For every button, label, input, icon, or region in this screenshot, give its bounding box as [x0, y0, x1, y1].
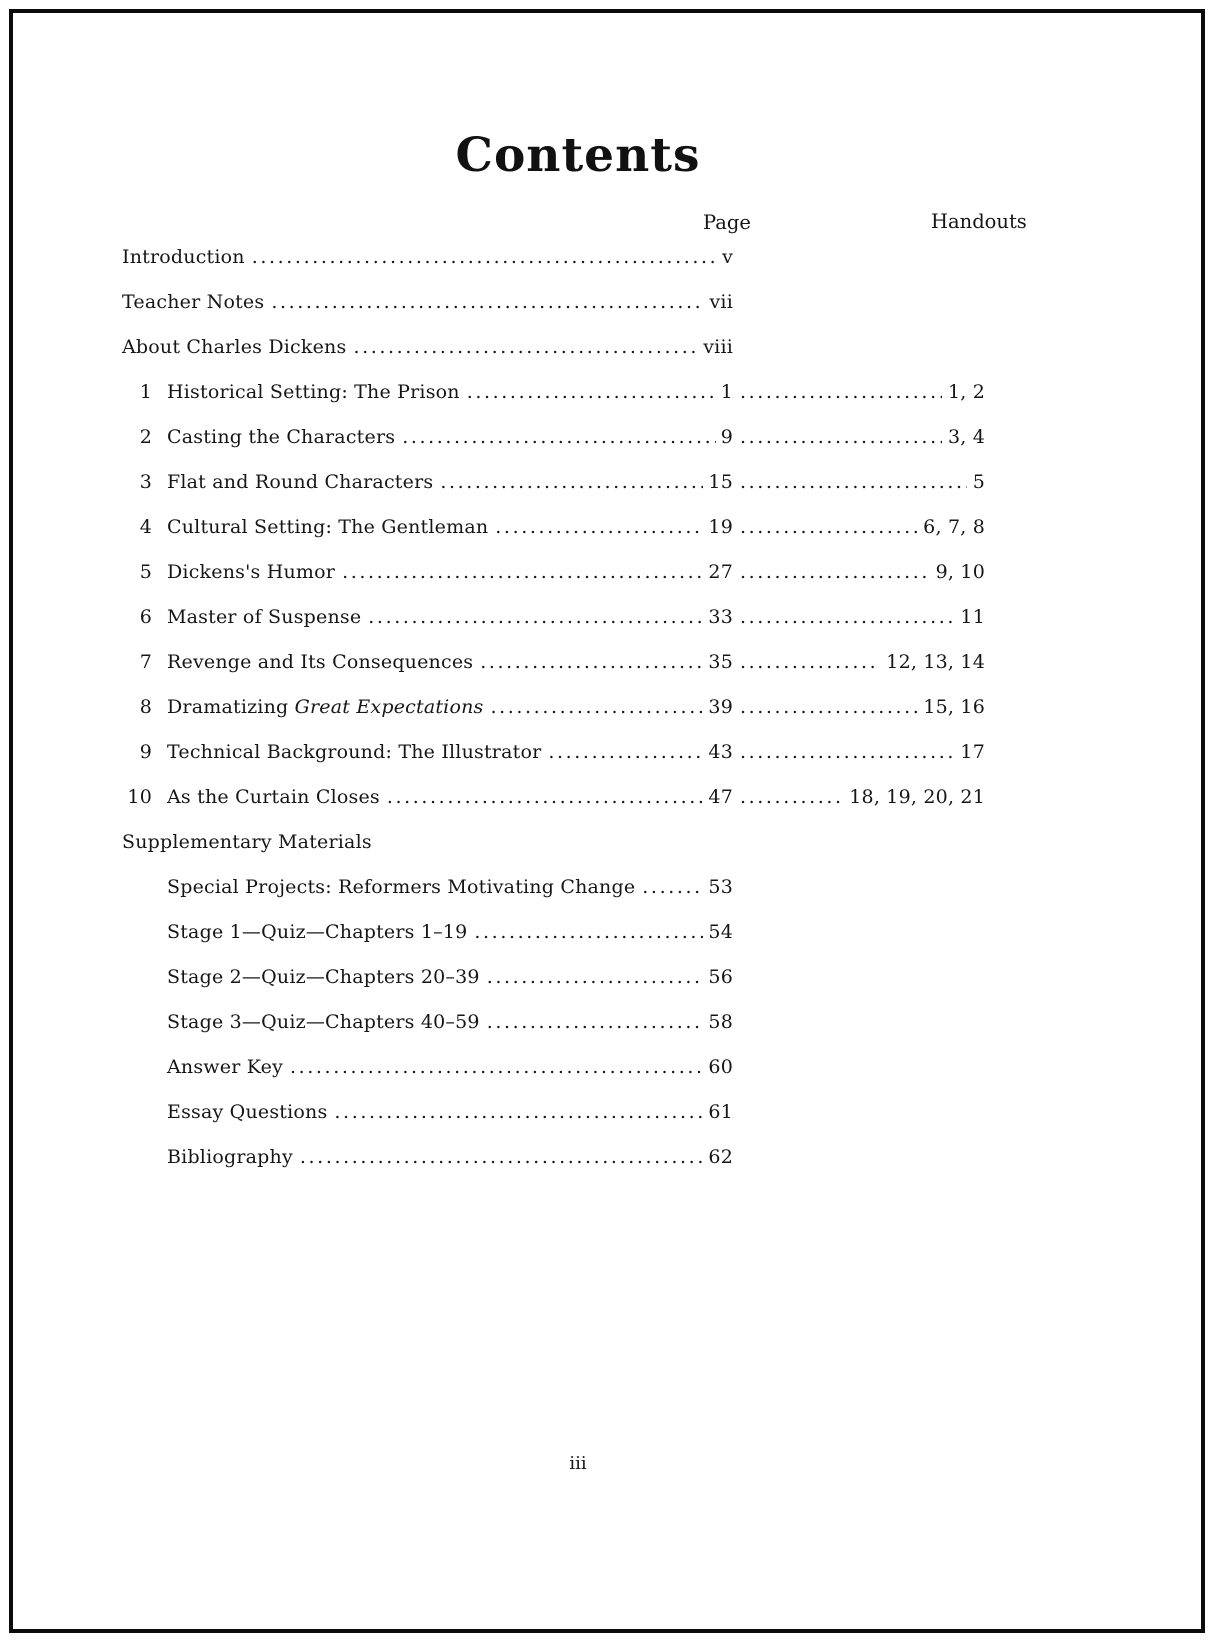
dot-leader: [740, 471, 967, 493]
chapter-number: 10: [127, 786, 152, 808]
toc-row: [122, 651, 985, 696]
chapter-number: 7: [139, 651, 152, 673]
toc-row: [122, 246, 985, 291]
toc-row-handouts: [733, 561, 985, 583]
page-number: 61: [708, 1101, 733, 1123]
toc-row-main: [122, 561, 733, 583]
dot-leader: [387, 786, 704, 808]
entry-title: Bibliography: [167, 1146, 293, 1168]
page-number: v: [722, 246, 733, 268]
chapter-number: 8: [139, 696, 152, 718]
toc-row: [122, 291, 985, 336]
section-heading-row: [122, 831, 985, 876]
toc-row-handouts: [733, 786, 985, 808]
toc-row-main: [122, 381, 733, 403]
toc-row-main: [122, 1011, 733, 1033]
toc-row: [122, 741, 985, 786]
entry-title: Essay Questions: [167, 1101, 328, 1123]
dot-leader: [440, 471, 703, 493]
chapter-number: 1: [139, 381, 152, 403]
toc-row: [122, 471, 985, 516]
dot-leader: [252, 246, 717, 268]
entry-title-italic: Great Expectations: [294, 696, 484, 718]
entry-title: Answer Key: [167, 1056, 283, 1078]
page-title: Contents: [455, 128, 701, 183]
dot-leader: [467, 381, 716, 403]
dot-leader: [487, 1011, 704, 1033]
dot-leader: [548, 741, 703, 763]
toc-row-handouts: [733, 471, 985, 493]
toc-row-main: [122, 1056, 733, 1078]
entry-title-text: Dramatizing: [167, 696, 295, 718]
dot-leader: [740, 561, 930, 583]
dot-leader: [740, 786, 843, 808]
handout-numbers: 15, 16: [923, 696, 985, 718]
dot-leader: [642, 876, 703, 898]
handout-numbers: 3, 4: [947, 426, 985, 448]
entry-title: Revenge and Its Consequences: [167, 651, 474, 673]
entry-title: Flat and Round Characters: [167, 471, 434, 493]
dot-leader: [740, 426, 942, 448]
entry-title: Special Projects: Reformers Motivating Change: [167, 876, 636, 898]
dot-leader: [740, 741, 954, 763]
page-number: 39: [708, 696, 733, 718]
entry-title: Introduction: [122, 246, 245, 268]
entry-title: Stage 2—Quiz—Chapters 20–39: [167, 966, 480, 988]
handout-numbers: 11: [960, 606, 985, 628]
table-of-contents: [122, 246, 985, 1191]
page-number: 60: [708, 1056, 733, 1078]
toc-row: [122, 1146, 985, 1191]
entry-title: Casting the Characters: [167, 426, 396, 448]
handout-numbers: 6, 7, 8: [923, 516, 985, 538]
dot-leader: [740, 381, 942, 403]
toc-row: [122, 426, 985, 471]
toc-row-main: [122, 606, 733, 628]
chapter-number: 9: [139, 741, 152, 763]
dot-leader: [740, 606, 954, 628]
toc-row-main: [122, 336, 733, 358]
folio-page-number: iii: [569, 1453, 587, 1474]
page-number: 9: [720, 426, 733, 448]
toc-row-handouts: [733, 741, 985, 763]
dot-leader: [290, 1056, 703, 1078]
toc-row: [122, 1056, 985, 1101]
page-number: 27: [708, 561, 733, 583]
dot-leader: [402, 426, 716, 448]
dot-leader: [334, 1101, 703, 1123]
toc-row: [122, 381, 985, 426]
chapter-number: 2: [139, 426, 152, 448]
toc-row-main: [122, 246, 733, 268]
page-number: vii: [709, 291, 733, 313]
toc-row-handouts: [733, 651, 985, 673]
entry-title: About Charles Dickens: [122, 336, 347, 358]
dot-leader: [487, 966, 704, 988]
chapter-number: 6: [139, 606, 152, 628]
toc-row-main: [122, 1146, 733, 1168]
toc-row: [122, 336, 985, 381]
toc-row-main: [122, 966, 733, 988]
entry-title: [167, 696, 483, 718]
dot-leader: [495, 516, 703, 538]
entry-title: Stage 1—Quiz—Chapters 1–19: [167, 921, 468, 943]
handout-numbers: 18, 19, 20, 21: [849, 786, 985, 808]
toc-row-main: [122, 876, 733, 898]
column-header-page: Page: [703, 211, 751, 234]
toc-row-handouts: [733, 606, 985, 628]
handout-numbers: 9, 10: [935, 561, 985, 583]
column-header-handouts: Handouts: [931, 210, 1027, 233]
page-number: viii: [703, 336, 733, 358]
page-number: 35: [708, 651, 733, 673]
toc-row-main: [122, 741, 733, 763]
toc-row: [122, 696, 985, 741]
dot-leader: [271, 291, 704, 313]
toc-row-main: [122, 426, 733, 448]
toc-row-handouts: [733, 516, 985, 538]
page-number: 47: [708, 786, 733, 808]
toc-row: [122, 516, 985, 561]
entry-title: Stage 3—Quiz—Chapters 40–59: [167, 1011, 480, 1033]
toc-row-handouts: [733, 696, 985, 718]
toc-row: [122, 921, 985, 966]
toc-row-main: [122, 786, 733, 808]
page-number: 58: [708, 1011, 733, 1033]
toc-row-main: [122, 471, 733, 493]
dot-leader: [740, 696, 917, 718]
chapter-number: 3: [139, 471, 152, 493]
page-number: 62: [708, 1146, 733, 1168]
toc-row-main: [122, 696, 733, 718]
entry-title: Historical Setting: The Prison: [167, 381, 460, 403]
handout-numbers: 17: [960, 741, 985, 763]
toc-row: [122, 966, 985, 1011]
toc-row: [122, 786, 985, 831]
handout-numbers: 5: [972, 471, 985, 493]
dot-leader: [474, 921, 703, 943]
toc-row-main: [122, 921, 733, 943]
dot-leader: [353, 336, 698, 358]
dot-leader: [740, 651, 880, 673]
toc-row-handouts: [733, 381, 985, 403]
dot-leader: [368, 606, 703, 628]
handout-numbers: 12, 13, 14: [886, 651, 985, 673]
handout-numbers: 1, 2: [947, 381, 985, 403]
dot-leader: [480, 651, 703, 673]
page-number: 56: [708, 966, 733, 988]
entry-title: Teacher Notes: [122, 291, 265, 313]
toc-row-main: [122, 516, 733, 538]
toc-row-main: [122, 651, 733, 673]
chapter-number: 5: [139, 561, 152, 583]
page-number: 15: [708, 471, 733, 493]
entry-title: Cultural Setting: The Gentleman: [167, 516, 489, 538]
dot-leader: [300, 1146, 704, 1168]
toc-row-main: [122, 291, 733, 313]
toc-row: [122, 1011, 985, 1056]
dot-leader: [342, 561, 703, 583]
toc-row-main: [122, 1101, 733, 1123]
page-number: 43: [708, 741, 733, 763]
chapter-number: 4: [139, 516, 152, 538]
page-number: 54: [708, 921, 733, 943]
entry-title: As the Curtain Closes: [167, 786, 380, 808]
toc-row: [122, 1101, 985, 1146]
page-number: 53: [708, 876, 733, 898]
entry-title: Technical Background: The Illustrator: [167, 741, 542, 763]
toc-row-handouts: [733, 426, 985, 448]
toc-row: [122, 561, 985, 606]
dot-leader: [740, 516, 917, 538]
toc-row: [122, 876, 985, 921]
page-number: 1: [720, 381, 733, 403]
page-number: 19: [708, 516, 733, 538]
section-heading: Supplementary Materials: [122, 831, 372, 853]
entry-title: Dickens's Humor: [167, 561, 336, 583]
entry-title: Master of Suspense: [167, 606, 362, 628]
page-number: 33: [708, 606, 733, 628]
toc-row: [122, 606, 985, 651]
dot-leader: [490, 696, 703, 718]
